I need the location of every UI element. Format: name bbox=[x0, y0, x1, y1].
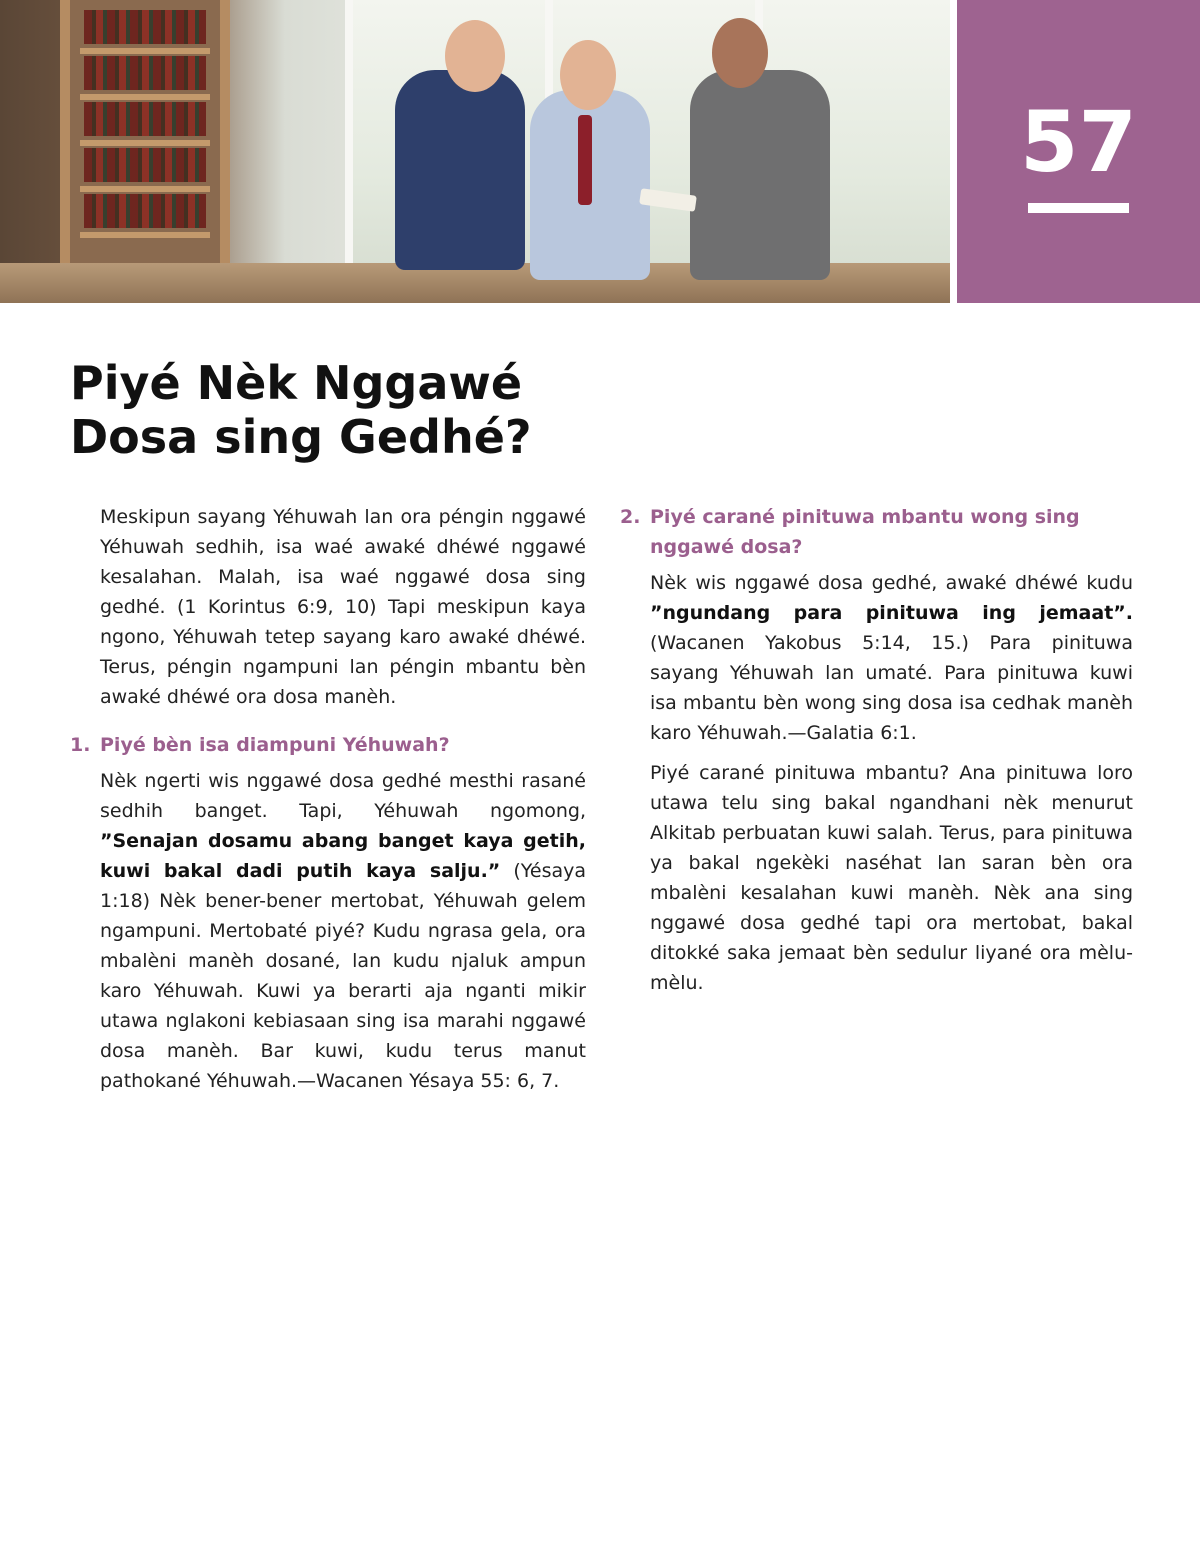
question-1-heading bbox=[70, 730, 586, 760]
lesson-number-underline bbox=[1028, 203, 1129, 213]
man-right bbox=[690, 70, 830, 280]
question-2-text: Piyé carané pinituwa mbantu wong sing nggawé dosa? bbox=[650, 506, 1080, 558]
q2-quote: ”ngundang para pinituwa ing jemaat”. bbox=[650, 602, 1133, 624]
title-line-2: Dosa sing Gedhé? bbox=[70, 410, 532, 464]
left-column bbox=[70, 502, 586, 1106]
q1-text-before: Nèk ngerti wis nggawé dosa gedhé mesthi rasané sedhih banget. Tapi, Yéhuwah ngomong, bbox=[100, 770, 586, 822]
man-left bbox=[395, 70, 525, 270]
q1-quote: ”Senajan dosamu abang banget kaya getih, kuwi bakal dadi putih kaya salju.” bbox=[100, 830, 586, 882]
q2-text-before: Nèk wis nggawé dosa gedhé, awaké dhéwé kudu bbox=[650, 572, 1133, 594]
q1-text-after: (Yésaya 1:18) Nèk bener-bener mertobat, Yéhuwah gelem ngampuni. Mertobaté piyé? Kudu ngrasa gela, ora mbalèni manèh dosané, lan kudu njaluk ampun karo Yéhuwah. Kuwi ya berarti aja nganti mikir utawa nglakoni kebiasaan sing isa marahi nggawé dosa manèh. Bar kuwi, kudu terus manut pathokané Yéhuwah.—Wacanen Yésaya 55: 6, 7. bbox=[100, 860, 586, 1092]
q2-text-after: (Wacanen Yakobus 5:14, 15.) Para pinituwa sayang Yéhuwah lan umaté. Para pinituwa kuwi isa mbantu bèn wong sing dosa isa cedhak manèh karo Yéhuwah.—Galatia 6:1. bbox=[650, 632, 1133, 744]
header-photo bbox=[0, 0, 950, 303]
question-2-heading bbox=[620, 502, 1133, 562]
man-right-head bbox=[712, 18, 768, 88]
man-left-head bbox=[445, 20, 505, 92]
title-line-1: Piyé Nèk Nggawé bbox=[70, 356, 523, 410]
question-2-paragraph-1 bbox=[620, 568, 1133, 748]
intro-paragraph: Meskipun sayang Yéhuwah lan ora péngin nggawé Yéhuwah sedhih, isa waé awaké dhéwé nggawé kesalahan. Malah, isa waé nggawé dosa sing gedhé. (1 Korintus 6:9, 10) Tapi meskipun kaya ngono, Yéhuwah tetep sayang karo awaké dhéwé. Terus, péngin ngampuni lan péngin mbantu bèn awaké dhéwé ora dosa manèh. bbox=[100, 506, 586, 708]
question-2-number: 2. bbox=[620, 506, 641, 528]
bookshelf bbox=[60, 0, 230, 280]
question-1-text: Piyé bèn isa diampuni Yéhuwah? bbox=[100, 734, 450, 756]
man-center-head bbox=[560, 40, 616, 110]
lesson-number-block bbox=[957, 0, 1200, 303]
page-title bbox=[70, 356, 670, 464]
question-1-paragraph bbox=[70, 766, 586, 1096]
question-2-paragraph-2: Piyé carané pinituwa mbantu? Ana pinituwa loro utawa telu sing bakal ngandhani nèk menurut Alkitab perbuatan kuwi salah. Terus, para pinituwa ya bakal ngekèki naséhat lan saran bèn ora mbalèni kesalahan kuwi manèh. Nèk ana sing nggawé dosa gedhé tapi ora mertobat, bakal ditokké saka jemaat bèn sedulur liyané ora mèlu-mèlu. bbox=[650, 762, 1133, 994]
question-1-number: 1. bbox=[70, 734, 91, 756]
lesson-number: 57 bbox=[1020, 93, 1137, 191]
right-column bbox=[620, 502, 1133, 1008]
